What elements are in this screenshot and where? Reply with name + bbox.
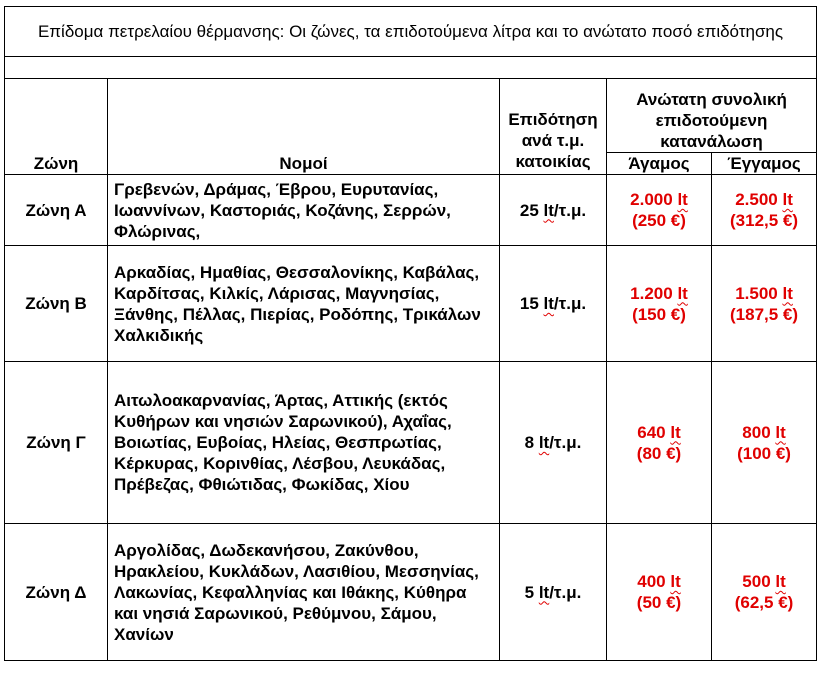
header-married: Έγγαμος: [712, 153, 817, 175]
single-amount-cell: 2.000 lt (250 €): [607, 175, 712, 246]
table-title: Επίδομα πετρελαίου θέρμανσης: Οι ζώνες, τα επιδοτούμενα λίτρα και το ανώτατο ποσό επιδότησης: [5, 7, 817, 57]
single-amount-cell: 640 lt (80 €): [607, 362, 712, 524]
blank-row: [5, 57, 817, 79]
subsidy-table: [4, 6, 817, 661]
table-row: [5, 246, 817, 362]
header-single: Άγαμος: [607, 153, 712, 175]
married-amount-cell: 500 lt (62,5 €): [712, 524, 817, 661]
subsidy-cell: 5 lt/τ.μ.: [500, 524, 607, 661]
prefectures-cell: Αιτωλοακαρνανίας, Άρτας, Αττικής (εκτός Κυθήρων και νησιών Σαρωνικού), Αχαΐας, Βοιωτίας, Ευβοίας, Ηλείας, Θεσπρωτίας, Κέρκυρας, Κορινθίας, Λέσβου, Λευκάδας, Πρέβεζας, Φθιώτιδας, Φωκίδας, Χίου: [108, 362, 500, 524]
table-row: [5, 362, 817, 524]
prefectures-cell: Γρεβενών, Δράμας, Έβρου, Ευρυτανίας, Ιωαννίνων, Καστοριάς, Κοζάνης, Σερρών, Φλώρινας,: [108, 175, 500, 246]
zone-cell: Ζώνη Δ: [5, 524, 108, 661]
single-amount-cell: 1.200 lt (150 €): [607, 246, 712, 362]
header-subsidy: Επιδότηση ανά τ.μ. κατοικίας: [500, 79, 607, 175]
zone-cell: Ζώνη Α: [5, 175, 108, 246]
table-row: [5, 175, 817, 246]
header-zone: Ζώνη: [5, 79, 108, 175]
prefectures-cell: Αργολίδας, Δωδεκανήσου, Ζακύνθου, Ηρακλείου, Κυκλάδων, Λασιθίου, Μεσσηνίας, Λακωνίας, Κεφαλληνίας και Ιθάκης, Κύθηρα και νησιά Σαρωνικού, Ρεθύμνου, Σάμου, Χανίων: [108, 524, 500, 661]
zone-cell: Ζώνη Β: [5, 246, 108, 362]
married-amount-cell: 1.500 lt (187,5 €): [712, 246, 817, 362]
prefectures-cell: Αρκαδίας, Ημαθίας, Θεσσαλονίκης, Καβάλας, Καρδίτσας, Κιλκίς, Λάρισας, Μαγνησίας, Ξάνθης, Πέλλας, Πιερίας, Ροδόπης, Τρικάλων Χαλκιδικής: [108, 246, 500, 362]
table-row: [5, 524, 817, 661]
subsidy-cell: 25 lt/τ.μ.: [500, 175, 607, 246]
header-max: Ανώτατη συνολική επιδοτούμενη κατανάλωση: [607, 79, 817, 153]
header-prefectures: Νομοί: [108, 79, 500, 175]
subsidy-cell: 15 lt/τ.μ.: [500, 246, 607, 362]
married-amount-cell: 800 lt (100 €): [712, 362, 817, 524]
subsidy-cell: 8 lt/τ.μ.: [500, 362, 607, 524]
zone-cell: Ζώνη Γ: [5, 362, 108, 524]
married-amount-cell: 2.500 lt (312,5 €): [712, 175, 817, 246]
single-amount-cell: 400 lt (50 €): [607, 524, 712, 661]
